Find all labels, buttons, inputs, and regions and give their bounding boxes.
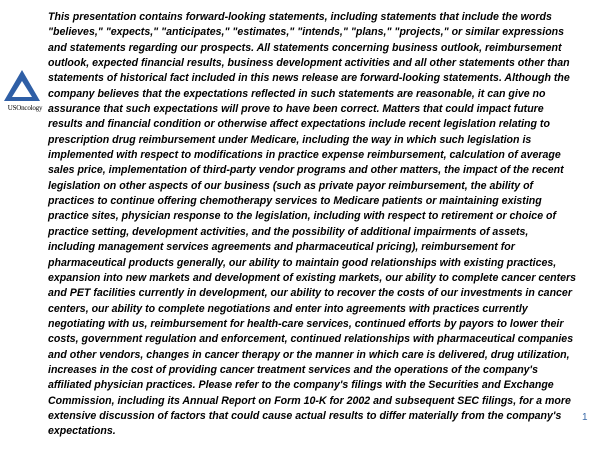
- logo-label: USOncology: [7, 104, 43, 112]
- triangle-logo-icon: [2, 68, 42, 104]
- page-number: 1: [582, 412, 588, 423]
- forward-looking-statement: This presentation contains forward-looking statements, including statements that include the words "believes," "expects," "anticipates," "estimates," "intends," "plans," "projects," or similar expressions and statements regarding our prospects. All statements concerning business outlook, reimbursement outlook, expected financial results, business development activities and all other statements other than statements of historical fact included in this news release are forward-looking statements. Although the company believes that the expectations reflected in such statements are reasonable, it can give no assurance that such expectations will prove to have been correct. Matters that could impact future results and financial condition or otherwise affect expectations include recent legislation relating to prescription drug reimbursement under Medicare, including the way in which such legislation is implemented with respect to modifications in practice expense reimbursement, calculation of average sales price, implementation of third-party vendor programs and other matters, the impact of the recent legislation on other aspects of our business (such as private payor reimbursement, the ability of practices to continue offering chemotherapy services to Medicare patients or maintaining existing practice sites, physician response to the legislation, including with respect to retirement or choice of practice setting, development activities, and the possibility of additional impairments of assets, including management services agreements and pharmaceutical pricing), reimbursement for pharmaceutical products generally, our ability to maintain good relationships with existing practices, expansion into new markets and development of existing markets, our ability to complete cancer centers and PET facilities currently in development, our ability to recover the costs of our investments in cancer centers, our ability to complete negotiations and enter into agreements with practices currently negotiating with us, reimbursement for health-care services, continued efforts by payors to lower their costs, government regulation and enforcement, continued relationships with pharmaceutical companies and other vendors, changes in cancer therapy or the manner in which care is delivered, drug utilization, increases in the cost of providing cancer treatment services and the operations of the company's affiliated physician practices. Please refer to the company's filings with the Securities and Exchange Commission, including its Annual Report on Form 10-K for 2002 and subsequent SEC filings, for a more extensive discussion of factors that could cause actual results to differ materially from the company's expectations.: [48, 11, 577, 438]
